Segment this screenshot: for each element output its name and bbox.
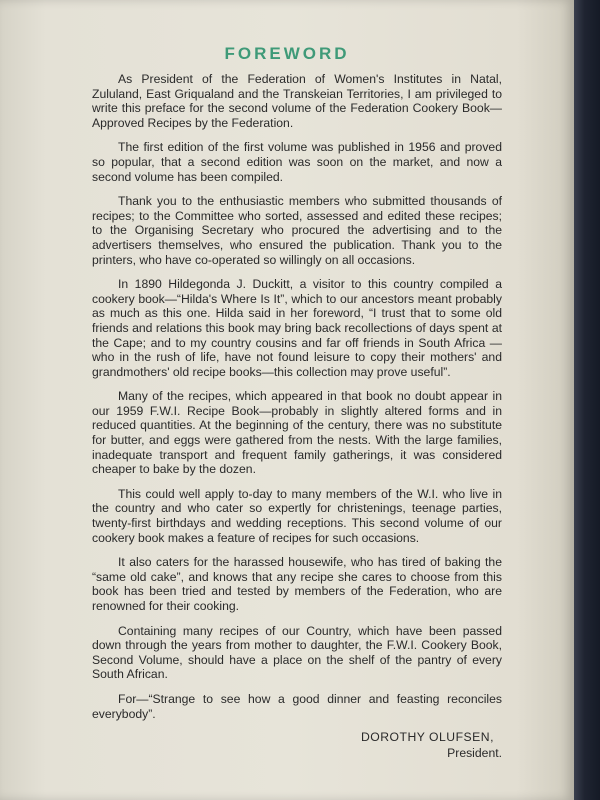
paragraph: Containing many recipes of our Country, which have been passed down through the years from mother to daughter, the F.W.I. Cookery Book, Second Volume, should have a place on the shelf of the pantry of every South African.: [92, 623, 502, 682]
signature-name: DOROTHY OLUFSEN,: [360, 730, 494, 745]
page-title: FOREWORD: [224, 44, 350, 63]
signature-role: President.: [447, 746, 502, 761]
foreword-body: [92, 72, 502, 761]
paragraph: The first edition of the first volume was published in 1956 and proved so popular, that a second edition was soon on the market, and now a second volume has been compiled.: [92, 140, 502, 184]
paragraph: This could well apply to-day to many members of the W.I. who live in the country and who cater so expertly for christenings, teenage parties, twenty-first birthdays and wedding receptions. This second volume of our cookery book makes a feature of recipes for such occasions.: [92, 486, 502, 545]
paragraph: It also caters for the harassed housewife, who has tired of baking the “same old cake”, and knows that any recipe she cares to choose from this book has been tried and tested by members of the Federation, who are renowned for their cooking.: [92, 555, 502, 613]
book-cover-edge: [574, 0, 600, 800]
paragraph: For—“Strange to see how a good dinner and feasting reconciles everybody”.: [92, 691, 502, 721]
paragraph: In 1890 Hildegonda J. Duckitt, a visitor to this country compiled a cookery book—“Hilda's Where Is It”, which to our ancestors meant probably as much as this one. Hilda said in her foreword, “I trust that to some old friends and relations this book may bring back recollections of days spent at the Cape; and to my country cousins and far off friends in South Africa —who in the rush of life, have not found leisure to copy their mothers' and grandmothers' old recipe books—this collection may prove useful”.: [92, 277, 502, 379]
paragraph: Many of the recipes, which appeared in that book no doubt appear in our 1959 F.W.I. Recipe Book—probably in slightly altered forms and in reduced quantities. At the beginning of the century, there was no substitute for butter, and eggs were gathered from the nests. With the large families, inadequate transport and frequent family gatherings, it was considered cheaper to bake by the dozen.: [92, 389, 502, 477]
paragraph: Thank you to the enthusiastic members who submitted thousands of recipes; to the Committee who sorted, assessed and edited these recipes; to the Organising Secretary who procured the advertising and to the advertisers themselves, who ensured the publication. Thank you to the printers, who have co-operated so willingly on all occasions.: [92, 194, 502, 267]
paragraph: As President of the Federation of Women's Institutes in Natal, Zululand, East Griqualand and the Transkeian Territories, I am privileged to write this preface for the second volume of the Federation Cookery Book—Approved Recipes by the Federation.: [92, 72, 502, 130]
signature-block: [92, 729, 502, 761]
